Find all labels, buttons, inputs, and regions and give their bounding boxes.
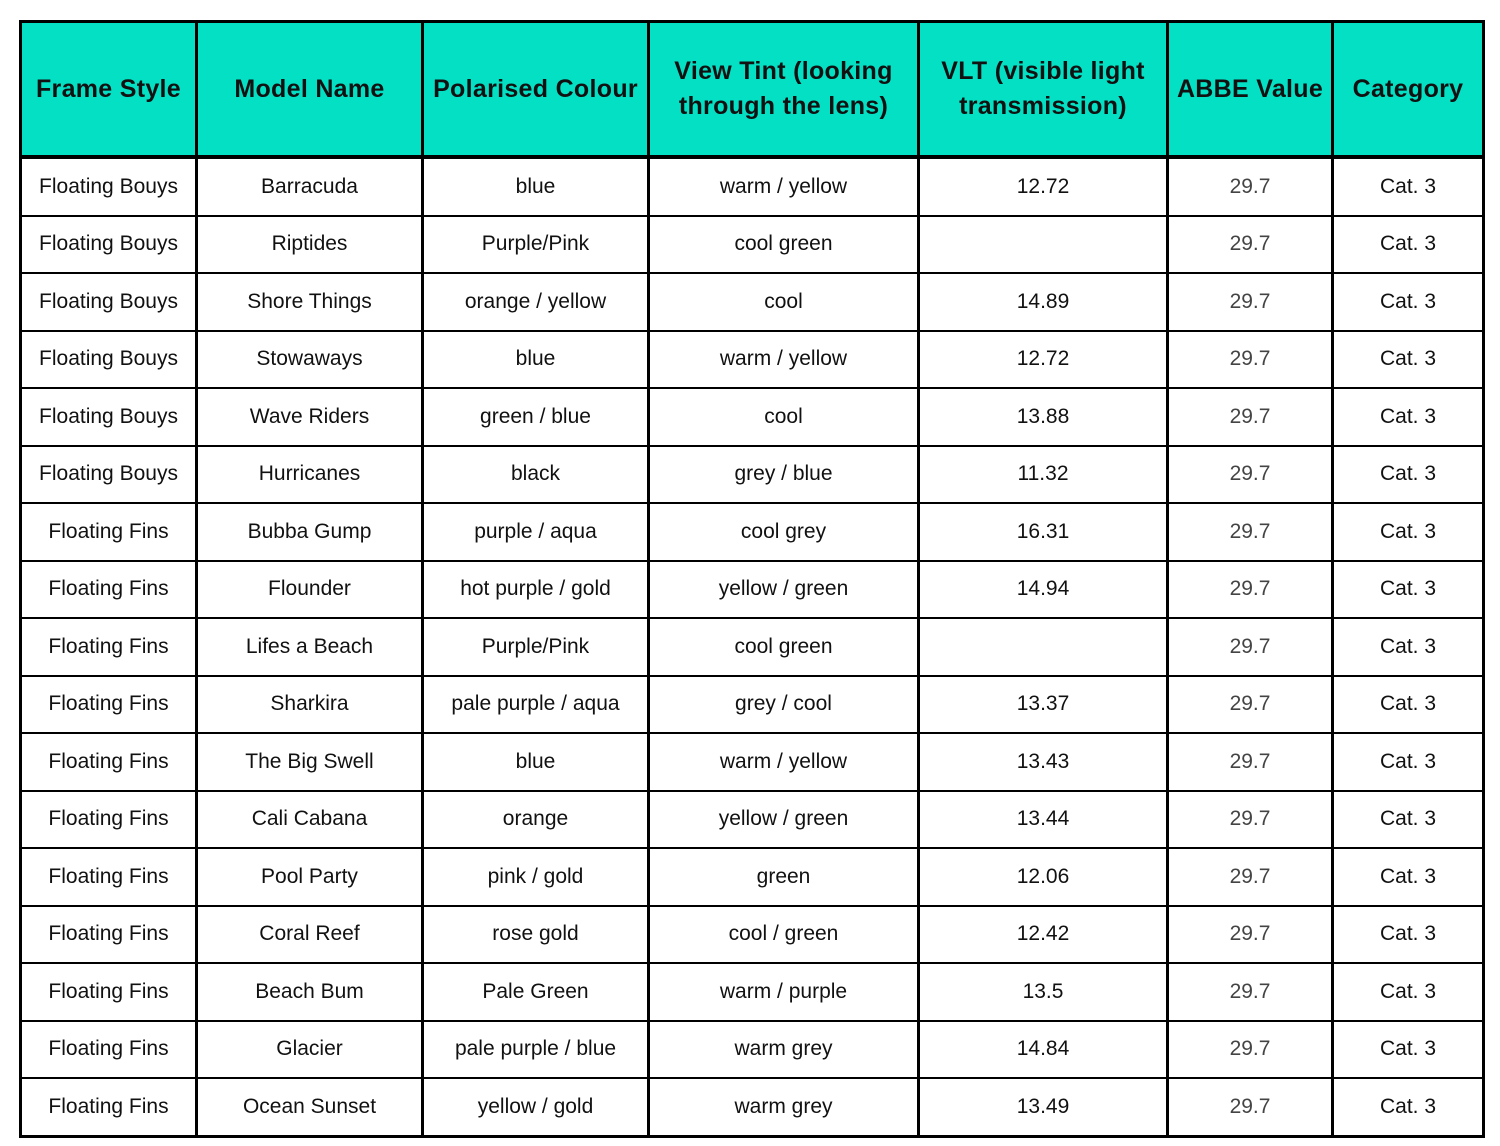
cell-view-tint: warm / yellow: [649, 331, 919, 389]
cell-view-tint: warm / yellow: [649, 157, 919, 216]
cell-category: Cat. 3: [1333, 273, 1484, 331]
cell-abbe-value: 29.7: [1168, 1021, 1333, 1079]
cell-frame-style: Floating Fins: [21, 618, 197, 676]
cell-category: Cat. 3: [1333, 963, 1484, 1021]
cell-frame-style: Floating Bouys: [21, 388, 197, 446]
cell-polarised-colour: pink / gold: [423, 848, 649, 906]
cell-model-name: Wave Riders: [197, 388, 423, 446]
cell-frame-style: Floating Fins: [21, 963, 197, 1021]
cell-abbe-value: 29.7: [1168, 1078, 1333, 1136]
cell-frame-style: Floating Fins: [21, 906, 197, 964]
cell-model-name: Beach Bum: [197, 963, 423, 1021]
cell-abbe-value: 29.7: [1168, 216, 1333, 274]
table-row: [21, 216, 1484, 274]
cell-abbe-value: 29.7: [1168, 963, 1333, 1021]
column-header-vlt: VLT (visible light transmission): [919, 22, 1168, 158]
cell-view-tint: cool green: [649, 618, 919, 676]
column-header-category: Category: [1333, 22, 1484, 158]
cell-abbe-value: 29.7: [1168, 676, 1333, 734]
cell-vlt: 14.89: [919, 273, 1168, 331]
table-row: [21, 1021, 1484, 1079]
cell-category: Cat. 3: [1333, 848, 1484, 906]
cell-category: Cat. 3: [1333, 561, 1484, 619]
column-header-frame-style: Frame Style: [21, 22, 197, 158]
cell-abbe-value: 29.7: [1168, 503, 1333, 561]
cell-polarised-colour: Pale Green: [423, 963, 649, 1021]
cell-view-tint: yellow / green: [649, 791, 919, 849]
cell-category: Cat. 3: [1333, 618, 1484, 676]
cell-abbe-value: 29.7: [1168, 388, 1333, 446]
cell-vlt: 12.72: [919, 331, 1168, 389]
cell-model-name: Shore Things: [197, 273, 423, 331]
cell-abbe-value: 29.7: [1168, 446, 1333, 504]
cell-category: Cat. 3: [1333, 446, 1484, 504]
table-row: [21, 1078, 1484, 1136]
cell-vlt: 13.37: [919, 676, 1168, 734]
cell-model-name: Lifes a Beach: [197, 618, 423, 676]
cell-frame-style: Floating Fins: [21, 561, 197, 619]
cell-view-tint: grey / blue: [649, 446, 919, 504]
header-row: [21, 22, 1484, 158]
cell-polarised-colour: blue: [423, 331, 649, 389]
cell-view-tint: green: [649, 848, 919, 906]
cell-polarised-colour: Purple/Pink: [423, 618, 649, 676]
cell-category: Cat. 3: [1333, 1078, 1484, 1136]
cell-category: Cat. 3: [1333, 733, 1484, 791]
table-row: [21, 388, 1484, 446]
column-header-view-tint: View Tint (looking through the lens): [649, 22, 919, 158]
cell-model-name: Barracuda: [197, 157, 423, 216]
cell-view-tint: cool: [649, 273, 919, 331]
table-row: [21, 273, 1484, 331]
cell-vlt: 14.94: [919, 561, 1168, 619]
cell-polarised-colour: orange: [423, 791, 649, 849]
cell-vlt: 11.32: [919, 446, 1168, 504]
table-row: [21, 963, 1484, 1021]
cell-vlt: [919, 216, 1168, 274]
cell-frame-style: Floating Fins: [21, 733, 197, 791]
cell-model-name: Pool Party: [197, 848, 423, 906]
cell-model-name: Riptides: [197, 216, 423, 274]
cell-frame-style: Floating Bouys: [21, 331, 197, 389]
cell-vlt: [919, 618, 1168, 676]
cell-category: Cat. 3: [1333, 1021, 1484, 1079]
cell-frame-style: Floating Bouys: [21, 216, 197, 274]
cell-model-name: Sharkira: [197, 676, 423, 734]
table-row: [21, 331, 1484, 389]
cell-frame-style: Floating Bouys: [21, 273, 197, 331]
cell-polarised-colour: pale purple / aqua: [423, 676, 649, 734]
cell-vlt: 16.31: [919, 503, 1168, 561]
cell-model-name: Ocean Sunset: [197, 1078, 423, 1136]
cell-frame-style: Floating Fins: [21, 1021, 197, 1079]
cell-abbe-value: 29.7: [1168, 331, 1333, 389]
cell-abbe-value: 29.7: [1168, 848, 1333, 906]
cell-vlt: 14.84: [919, 1021, 1168, 1079]
cell-polarised-colour: purple / aqua: [423, 503, 649, 561]
cell-polarised-colour: orange / yellow: [423, 273, 649, 331]
cell-abbe-value: 29.7: [1168, 561, 1333, 619]
table-row: [21, 157, 1484, 216]
table-row: [21, 733, 1484, 791]
cell-view-tint: warm / yellow: [649, 733, 919, 791]
cell-category: Cat. 3: [1333, 157, 1484, 216]
lens-spec-table: [19, 20, 1485, 1138]
cell-abbe-value: 29.7: [1168, 273, 1333, 331]
cell-polarised-colour: blue: [423, 157, 649, 216]
cell-vlt: 13.88: [919, 388, 1168, 446]
cell-view-tint: cool grey: [649, 503, 919, 561]
cell-frame-style: Floating Fins: [21, 848, 197, 906]
cell-vlt: 13.5: [919, 963, 1168, 1021]
table-row: [21, 791, 1484, 849]
cell-vlt: 13.43: [919, 733, 1168, 791]
cell-abbe-value: 29.7: [1168, 157, 1333, 216]
cell-category: Cat. 3: [1333, 791, 1484, 849]
cell-model-name: Hurricanes: [197, 446, 423, 504]
cell-polarised-colour: pale purple / blue: [423, 1021, 649, 1079]
cell-vlt: 13.49: [919, 1078, 1168, 1136]
cell-frame-style: Floating Fins: [21, 791, 197, 849]
cell-vlt: 13.44: [919, 791, 1168, 849]
cell-model-name: Glacier: [197, 1021, 423, 1079]
cell-category: Cat. 3: [1333, 503, 1484, 561]
cell-category: Cat. 3: [1333, 388, 1484, 446]
cell-view-tint: cool: [649, 388, 919, 446]
cell-frame-style: Floating Fins: [21, 503, 197, 561]
cell-category: Cat. 3: [1333, 216, 1484, 274]
cell-polarised-colour: rose gold: [423, 906, 649, 964]
cell-abbe-value: 29.7: [1168, 618, 1333, 676]
cell-model-name: Cali Cabana: [197, 791, 423, 849]
table-body: [21, 157, 1484, 1136]
cell-frame-style: Floating Bouys: [21, 446, 197, 504]
table-row: [21, 906, 1484, 964]
cell-vlt: 12.06: [919, 848, 1168, 906]
cell-model-name: Flounder: [197, 561, 423, 619]
cell-polarised-colour: Purple/Pink: [423, 216, 649, 274]
cell-polarised-colour: green / blue: [423, 388, 649, 446]
cell-view-tint: warm / purple: [649, 963, 919, 1021]
table-row: [21, 561, 1484, 619]
cell-vlt: 12.72: [919, 157, 1168, 216]
cell-model-name: Bubba Gump: [197, 503, 423, 561]
table-row: [21, 618, 1484, 676]
cell-polarised-colour: hot purple / gold: [423, 561, 649, 619]
cell-category: Cat. 3: [1333, 331, 1484, 389]
cell-category: Cat. 3: [1333, 906, 1484, 964]
cell-abbe-value: 29.7: [1168, 906, 1333, 964]
column-header-abbe-value: ABBE Value: [1168, 22, 1333, 158]
cell-model-name: Stowaways: [197, 331, 423, 389]
table-row: [21, 848, 1484, 906]
table-row: [21, 446, 1484, 504]
cell-abbe-value: 29.7: [1168, 733, 1333, 791]
cell-polarised-colour: black: [423, 446, 649, 504]
cell-view-tint: cool / green: [649, 906, 919, 964]
table-row: [21, 676, 1484, 734]
cell-abbe-value: 29.7: [1168, 791, 1333, 849]
cell-view-tint: warm grey: [649, 1078, 919, 1136]
cell-frame-style: Floating Bouys: [21, 157, 197, 216]
cell-model-name: Coral Reef: [197, 906, 423, 964]
cell-frame-style: Floating Fins: [21, 676, 197, 734]
column-header-model-name: Model Name: [197, 22, 423, 158]
cell-model-name: The Big Swell: [197, 733, 423, 791]
cell-polarised-colour: blue: [423, 733, 649, 791]
table-row: [21, 503, 1484, 561]
cell-view-tint: grey / cool: [649, 676, 919, 734]
cell-view-tint: cool green: [649, 216, 919, 274]
cell-category: Cat. 3: [1333, 676, 1484, 734]
cell-vlt: 12.42: [919, 906, 1168, 964]
cell-frame-style: Floating Fins: [21, 1078, 197, 1136]
column-header-polarised-colour: Polarised Colour: [423, 22, 649, 158]
cell-view-tint: yellow / green: [649, 561, 919, 619]
cell-polarised-colour: yellow / gold: [423, 1078, 649, 1136]
cell-view-tint: warm grey: [649, 1021, 919, 1079]
